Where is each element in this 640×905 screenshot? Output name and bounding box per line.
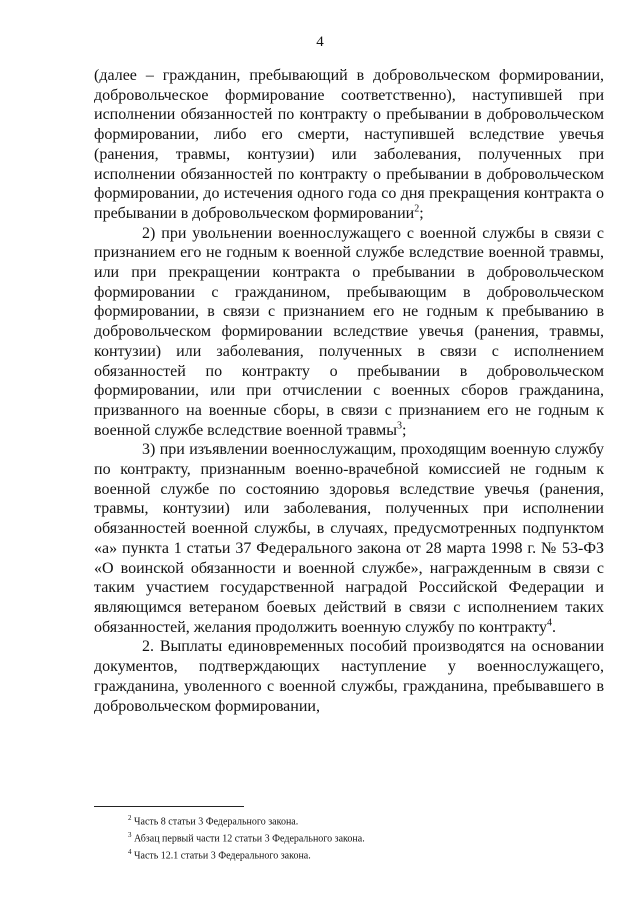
footnote-ref: 4 [547, 617, 553, 629]
footnote-number: 3 [128, 830, 132, 839]
paragraph-tail: . [552, 618, 557, 636]
paragraph-text: 2) при увольнении военнослужащего с военной службы в связи с признанием его не годным к военной службе вследствие военной травмы, или при прекращении контракта о пребывании в добровольческом формировании с гражданином, пребывающим в добровольческом формировании, в связи с признанием его не годным к пребыванию в добровольческом формировании вследствие увечья (ранения, травмы, контузии) или заболевания, полученных в связи с исполнением обязанностей по контракту о пребывании в добровольческом формировании, или при отчислении с военных сборов гражданина, призванного на военные сборы, в связи с признанием его не годным к военной службе вследствие военной травмы [94, 224, 604, 439]
footnote-number: 2 [128, 814, 132, 822]
paragraph-tail: ; [419, 204, 424, 222]
paragraph-2 [94, 224, 604, 441]
footnote-divider [94, 806, 244, 807]
paragraph-text: 2. Выплаты единовременных пособий производятся на основании документов, подтверждающих наступление у военнослужащего, гражданина, уволенного с военной службы, гражданина, пребывавшего в добровольческом формировании, [94, 638, 604, 715]
footnote-text: Абзац первый части 12 статьи 3 Федерального закона. [134, 833, 365, 845]
body-text [94, 66, 604, 716]
paragraph-1 [94, 66, 604, 224]
paragraph-text: 3) при изъявлении военнослужащим, проходящим военную службу по контракту, признанным военно-врачебной комиссией не годным к военной службе по состоянию здоровья вследствие увечья (ранения, травмы, контузии) или заболевания, полученных при исполнении обязанностей военной службы, в случаях, предусмотренных подпунктом «а» пункта 1 статьи 37 Федерального закона от 28 марта 1998 г. № 53-ФЗ «О воинской обязанности и военной службе», награжденным в связи с таким участием государственной наградой Российской Федерации и являющимся ветераном боевых действий в связи с исполнением таких обязанностей, желания продолжить военную службу по контракту [94, 441, 604, 636]
footnote-text: Часть 12.1 статьи 3 Федерального закона. [134, 849, 311, 861]
paragraph-4 [94, 637, 604, 716]
footnote [128, 846, 598, 863]
footnote-text: Часть 8 статьи 3 Федерального закона. [134, 816, 299, 828]
footnote [128, 829, 598, 846]
footnote [128, 812, 598, 829]
paragraph-3 [94, 440, 604, 637]
footnotes [128, 812, 598, 862]
page-number: 4 [316, 34, 324, 50]
footnote-number: 4 [128, 847, 132, 856]
footnote-ref: 2 [414, 203, 420, 215]
footnote-ref: 3 [396, 420, 402, 432]
paragraph-tail: ; [401, 421, 407, 439]
paragraph-text: (далее – гражданин, пребывающий в добровольческом формировании, добровольческое формирование соответственно), наступившей при исполнении обязанностей по контракту о пребывании в добровольческом формировании, либо его смерти, наступившей вследствие увечья (ранения, травмы, контузии) или заболевания, полученных при исполнении обязанностей по контракту о пребывании в добровольческом формировании, до истечения одного года со дня прекращения контракта о пребывании в добровольческом формировании [94, 67, 604, 222]
